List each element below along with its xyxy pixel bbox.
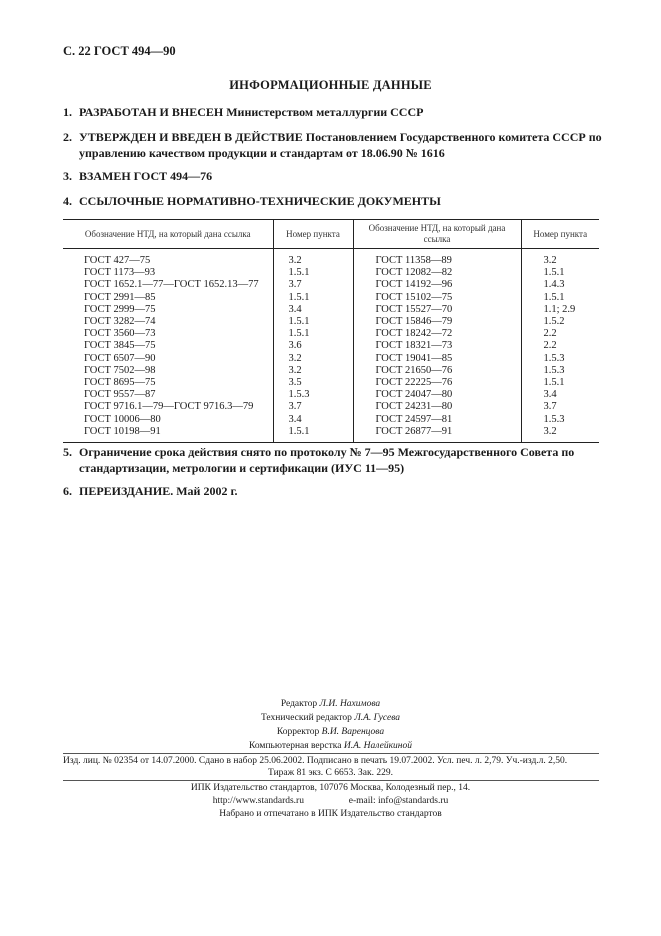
item-number: 2.	[63, 130, 72, 144]
credit-line	[0, 739, 661, 753]
credit-line	[0, 725, 661, 739]
cell-clause: 3.2	[521, 426, 599, 443]
info-item-6	[63, 483, 603, 499]
credit-role: Редактор	[280, 699, 318, 709]
cell-doc: ГОСТ 18242—72	[353, 328, 521, 340]
item-number: 3.	[63, 169, 72, 183]
item-number: 1.	[63, 105, 72, 119]
table-row	[63, 377, 599, 389]
cell-clause: 1.5.1	[543, 267, 565, 279]
table-row	[63, 304, 599, 316]
cell-doc: ГОСТ 427—75	[63, 255, 273, 267]
column-header-doc: Обозначение НТД, на который дана ссылка	[63, 220, 273, 249]
item-text: ССЫЛОЧНЫЕ НОРМАТИВНО-ТЕХНИЧЕСКИЕ ДОКУМЕНТЫ	[79, 194, 441, 208]
column-header-doc: Обозначение НТД, на который дана ссылка	[353, 220, 521, 249]
publisher-address: ИПК Издательство стандартов, 107076 Москва, Колодезный пер., 14.	[190, 783, 471, 793]
cell-doc: ГОСТ 24047—80	[353, 389, 521, 401]
cell-doc: ГОСТ 10006—80	[63, 414, 273, 426]
cell-clause: 2.2	[543, 340, 557, 352]
cell-clause: 3.2	[273, 255, 353, 267]
imprint-line-2: Тираж 81 экз. С 6653. Зак. 229.	[268, 768, 393, 778]
cell-clause: 2.2	[543, 328, 557, 340]
cell-doc: ГОСТ 8695—75	[63, 377, 273, 389]
cell-clause: 3.4	[543, 389, 557, 401]
item-text: Ограничение срока действия снято по протоколу № 7—95 Межгосударственного Совета по стандартизации, метрологии и сертификации (ИУС 11—95)	[79, 445, 575, 475]
cell-doc: ГОСТ 3560—73	[63, 328, 273, 340]
item-text: ПЕРЕИЗДАНИЕ. Май 2002 г.	[79, 484, 238, 498]
table-header-row	[63, 220, 599, 249]
cell-doc: ГОСТ 12082—82	[353, 267, 521, 279]
cell-doc: ГОСТ 22225—76	[353, 377, 521, 389]
cell-clause: 3.7	[273, 279, 353, 291]
cell-doc: ГОСТ 3282—74	[63, 316, 273, 328]
table-row	[63, 389, 599, 401]
cell-clause: 1.5.2	[543, 316, 565, 328]
cell-doc: ГОСТ 10198—91	[63, 426, 273, 443]
imprint-line-1: Изд. лиц. № 02354 от 14.07.2000. Сдано в набор 25.06.2002. Подписано в печать 19.07.2002. Усл. печ. л. 2,79. Уч.-изд.л. 2,50.	[63, 756, 568, 766]
cell-clause: 3.2	[543, 255, 557, 266]
credit-role: Технический редактор	[260, 713, 352, 723]
table-row	[63, 255, 599, 267]
info-item-2	[63, 129, 603, 161]
credit-line	[0, 697, 661, 711]
table-row	[63, 328, 599, 340]
cell-clause: 1.5.1	[273, 316, 353, 328]
divider	[63, 753, 599, 754]
credit-role: Корректор	[276, 727, 320, 737]
info-item-1	[63, 104, 603, 120]
cell-clause: 3.2	[273, 365, 353, 377]
editorial-credits	[0, 697, 661, 753]
cell-clause: 1.5.1	[273, 328, 353, 340]
cell-clause: 1.5.3	[543, 413, 565, 425]
item-number: 5.	[63, 445, 72, 459]
cell-doc: ГОСТ 1652.1—77—ГОСТ 1652.13—77	[63, 279, 273, 291]
cell-clause: 1.5.1	[543, 291, 565, 303]
cell-clause: 1.4.3	[543, 279, 565, 291]
table-row	[63, 340, 599, 352]
publisher-footer	[0, 782, 661, 821]
table-row	[63, 426, 599, 443]
item-number: 6.	[63, 484, 72, 498]
cell-clause: 3.7	[543, 401, 557, 413]
cell-doc: ГОСТ 19041—85	[353, 353, 521, 365]
cell-doc: ГОСТ 11358—89	[353, 255, 521, 267]
credit-name: Л.И. Нахимова	[319, 699, 381, 709]
cell-doc: ГОСТ 26877—91	[353, 426, 521, 443]
publisher-contacts	[0, 795, 661, 808]
cell-doc: ГОСТ 7502—98	[63, 365, 273, 377]
item-text: ВЗАМЕН ГОСТ 494—76	[79, 169, 213, 183]
section-title: ИНФОРМАЦИОННЫЕ ДАННЫЕ	[229, 78, 432, 92]
cell-doc: ГОСТ 21650—76	[353, 365, 521, 377]
table-row	[63, 267, 599, 279]
table-row	[63, 292, 599, 304]
item-text: РАЗРАБОТАН И ВНЕСЕН Министерством металлургии СССР	[79, 105, 424, 119]
cell-doc: ГОСТ 18321—73	[353, 340, 521, 352]
cell-doc: ГОСТ 1173—93	[63, 267, 273, 279]
email-link[interactable]: e-mail: info@standards.ru	[348, 796, 449, 806]
credit-role: Компьютерная верстка	[249, 741, 342, 751]
table-row	[63, 316, 599, 328]
cell-doc: ГОСТ 6507—90	[63, 353, 273, 365]
item-number: 4.	[63, 194, 72, 208]
info-item-3	[63, 168, 603, 184]
table-row	[63, 365, 599, 377]
cell-doc: ГОСТ 2991—85	[63, 292, 273, 304]
column-header-clause: Номер пункта	[521, 220, 599, 249]
cell-clause: 3.4	[273, 414, 353, 426]
table-row	[63, 353, 599, 365]
credit-name: Л.А. Гусева	[354, 713, 401, 723]
cell-doc: ГОСТ 9557—87	[63, 389, 273, 401]
credit-name: В.И. Варенцова	[321, 727, 385, 737]
credit-line	[0, 711, 661, 725]
divider	[63, 780, 599, 781]
cell-clause: 3.6	[273, 340, 353, 352]
info-item-5	[63, 444, 603, 476]
cell-clause: 1.5.3	[543, 352, 565, 364]
cell-clause: 1.5.1	[543, 377, 565, 389]
cell-clause: 1.5.3	[543, 364, 565, 376]
cell-doc: ГОСТ 2999—75	[63, 304, 273, 316]
cell-clause: 1.5.1	[273, 292, 353, 304]
table-row	[63, 414, 599, 426]
page-header: С. 22 ГОСТ 494—90	[63, 44, 176, 58]
cell-clause: 1.5.1	[273, 267, 353, 279]
cell-clause: 3.4	[273, 304, 353, 316]
column-header-clause: Номер пункта	[273, 220, 353, 249]
reference-table	[63, 219, 599, 443]
cell-doc: ГОСТ 15846—79	[353, 316, 521, 328]
website-link[interactable]: http://www.standards.ru	[212, 796, 304, 806]
cell-clause: 1.1; 2.9	[543, 303, 576, 315]
cell-clause: 1.5.1	[273, 426, 353, 443]
cell-doc: ГОСТ 15102—75	[353, 292, 521, 304]
table-row	[63, 279, 599, 291]
cell-doc: ГОСТ 3845—75	[63, 340, 273, 352]
printing-note: Набрано и отпечатано в ИПК Издательство стандартов	[219, 809, 442, 819]
cell-doc: ГОСТ 15527—70	[353, 304, 521, 316]
info-item-4	[63, 193, 603, 209]
reference-table-body	[63, 249, 599, 443]
cell-doc: ГОСТ 24597—81	[353, 414, 521, 426]
cell-doc: ГОСТ 14192—96	[353, 279, 521, 291]
cell-doc: ГОСТ 24231—80	[353, 401, 521, 413]
cell-clause: 1.5.3	[273, 389, 353, 401]
cell-clause: 3.2	[273, 353, 353, 365]
cell-clause: 3.7	[273, 401, 353, 413]
credit-name: И.А. Налейкиной	[343, 741, 412, 751]
item-text: УТВЕРЖДЕН И ВВЕДЕН В ДЕЙСТВИЕ Постановлением Государственного комитета СССР по управлению качеством продукции и стандартам от 18.06.90 № 1616	[79, 130, 602, 160]
table-row	[63, 401, 599, 413]
cell-doc: ГОСТ 9716.1—79—ГОСТ 9716.3—79	[63, 401, 273, 413]
cell-clause: 3.5	[273, 377, 353, 389]
